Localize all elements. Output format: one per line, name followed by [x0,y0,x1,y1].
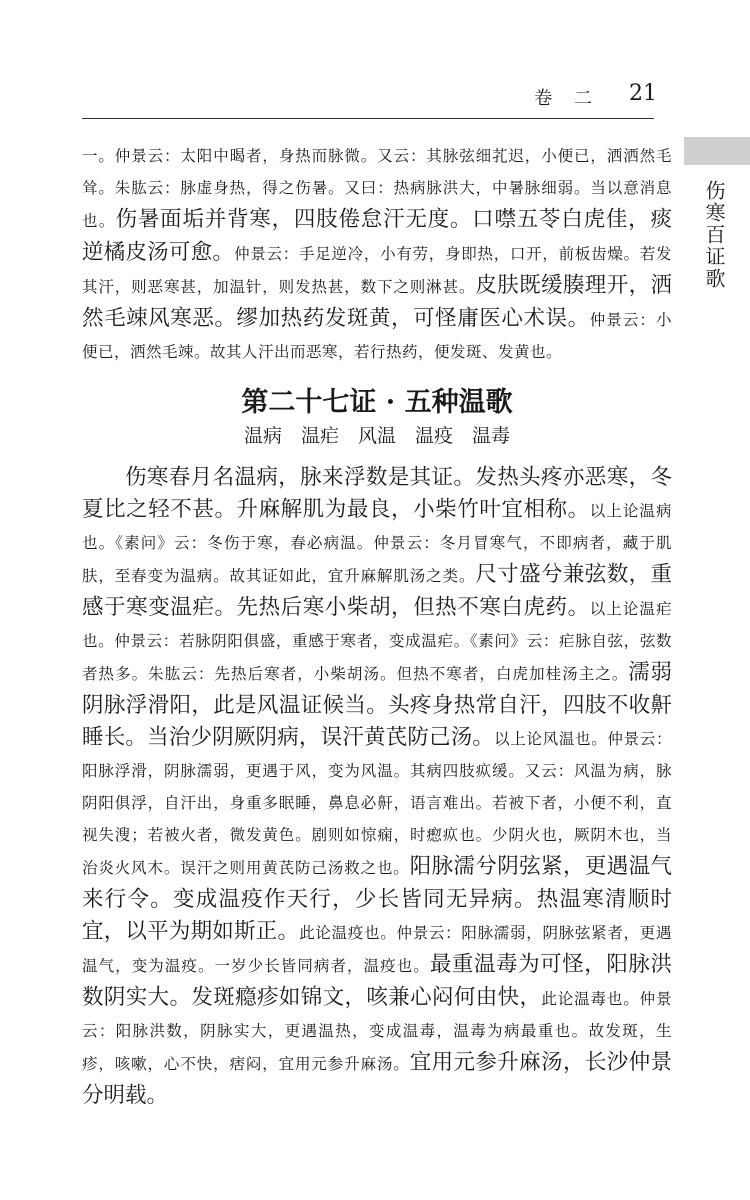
commentary-text: 以上论风温也。仲景云：阳脉浮滑，阴脉濡弱，更遇于风，变为风温。其病四肢疭缓。又云：风温为病，脉阴阳俱浮，自汗出，身重多眠睡，鼻息必鼾，语言难出。若被下者，小便不利，直视失溲；若被火者，微发黄色。剧则如惊痫，时瘛疭也。少阴火也，厥阴木也，当治炎火风木。误汗之则用黄芪防己汤救之也。 [82,730,672,877]
verse-text: 濡弱阴脉浮滑阳，此是风温证候当。头疼身热常自汗，四肢不收鼾睡长。当治少阴厥阴病，误汗黄芪防己汤。 [82,660,672,750]
running-header [0,81,750,109]
commentary-text: 以上论温病也。《素问》云：冬伤于寒，春必病温。仲景云：冬月冒寒气，不即病者，藏于肌肤，至春变为温病。故其证如此，宜升麻解肌汤之类。 [82,502,672,585]
page-number: 21 [629,81,657,106]
verse-text: 最重温毒为可怪，阳脉洪数阴实大。发斑瘾疹如锦文，咳兼心闷何由快， [82,952,672,1010]
top-paragraph [82,140,672,368]
verse-text: 伤寒春月名温病，脉来浮数是其证。发热头疼亦恶寒，冬夏比之轻不甚。升麻解肌为最良，小柴竹叶宜相称。 [82,465,672,522]
verse-text: 尺寸盛兮兼弦数，重感于寒变温疟。先热后寒小柴胡，但热不寒白虎药。 [82,562,672,620]
page-body [82,140,672,1112]
verse-text: 宜用元参升麻汤，长沙仲景分明载。 [82,1050,672,1108]
commentary-text: 仲景云：手足逆冷，小有劳，身即热，口开，前板齿燥。若发其汗，则恶寒甚，加温针，则发热甚，数下之则淋甚。 [82,245,672,296]
commentary-text: 以上论温疟也。仲景云：若脉阴阳俱盛，重感于寒者，变成温疟。《素问》云：疟脉自弦，弦数者热多。朱肱云：先热后寒者，小柴胡汤。但热不寒者，白虎加桂汤主之。 [82,600,672,683]
body-paragraph [82,462,672,1112]
section-subtitle: 温病 温疟 风温 温疫 温毒 [243,425,510,447]
header-rule [82,118,654,119]
volume-label: 卷 二 [534,88,600,109]
verse-text: 阳脉濡兮阴弦紧，更遇温气来行令。变成温疫作天行，少长皆同无异病。热温寒清顺时宜，以平为期如斯正。 [82,854,672,944]
verse-text: 伤暑面垢并背寒，四肢倦怠汗无度。口噤五苓白虎佳，痰逆橘皮汤可愈。 [82,207,672,265]
commentary-text: 此论温疫也。仲景云：阳脉濡弱，阴脉弦紧者，更遇温气，变为温疫。一岁少长皆同病者，温疫也。 [82,924,672,975]
side-tab-marker [684,137,750,165]
commentary-text: 此论温毒也。仲景云：阳脉洪数，阴脉实大，更遇温热，变成温毒，温毒为病最重也。故发斑，生疹，咳嗽，心不快，痞闷，宜用元参升麻汤。 [82,990,672,1073]
side-book-title: 伤寒百证歌 [702,180,726,290]
section-title: 第二十七证 · 五种温歌 [241,387,513,418]
commentary-text: 仲景云：小便已，洒然毛竦。故其人汗出而恶寒，若行热药，便发斑、发黄也。 [82,311,672,361]
verse-text: 皮肤既缓腠理开，洒然毛竦风寒恶。缪加热药发斑黄，可怪庸医心术误。 [82,273,672,331]
commentary-text: 一。仲景云：太阳中暍者，身热而脉微。又云：其脉弦细芤迟，小便已，洒洒然毛耸。朱肱云：脉虚身热，得之伤暑。又曰：热病脉洪大，中暑脉细弱。当以意消息也。 [82,147,672,230]
